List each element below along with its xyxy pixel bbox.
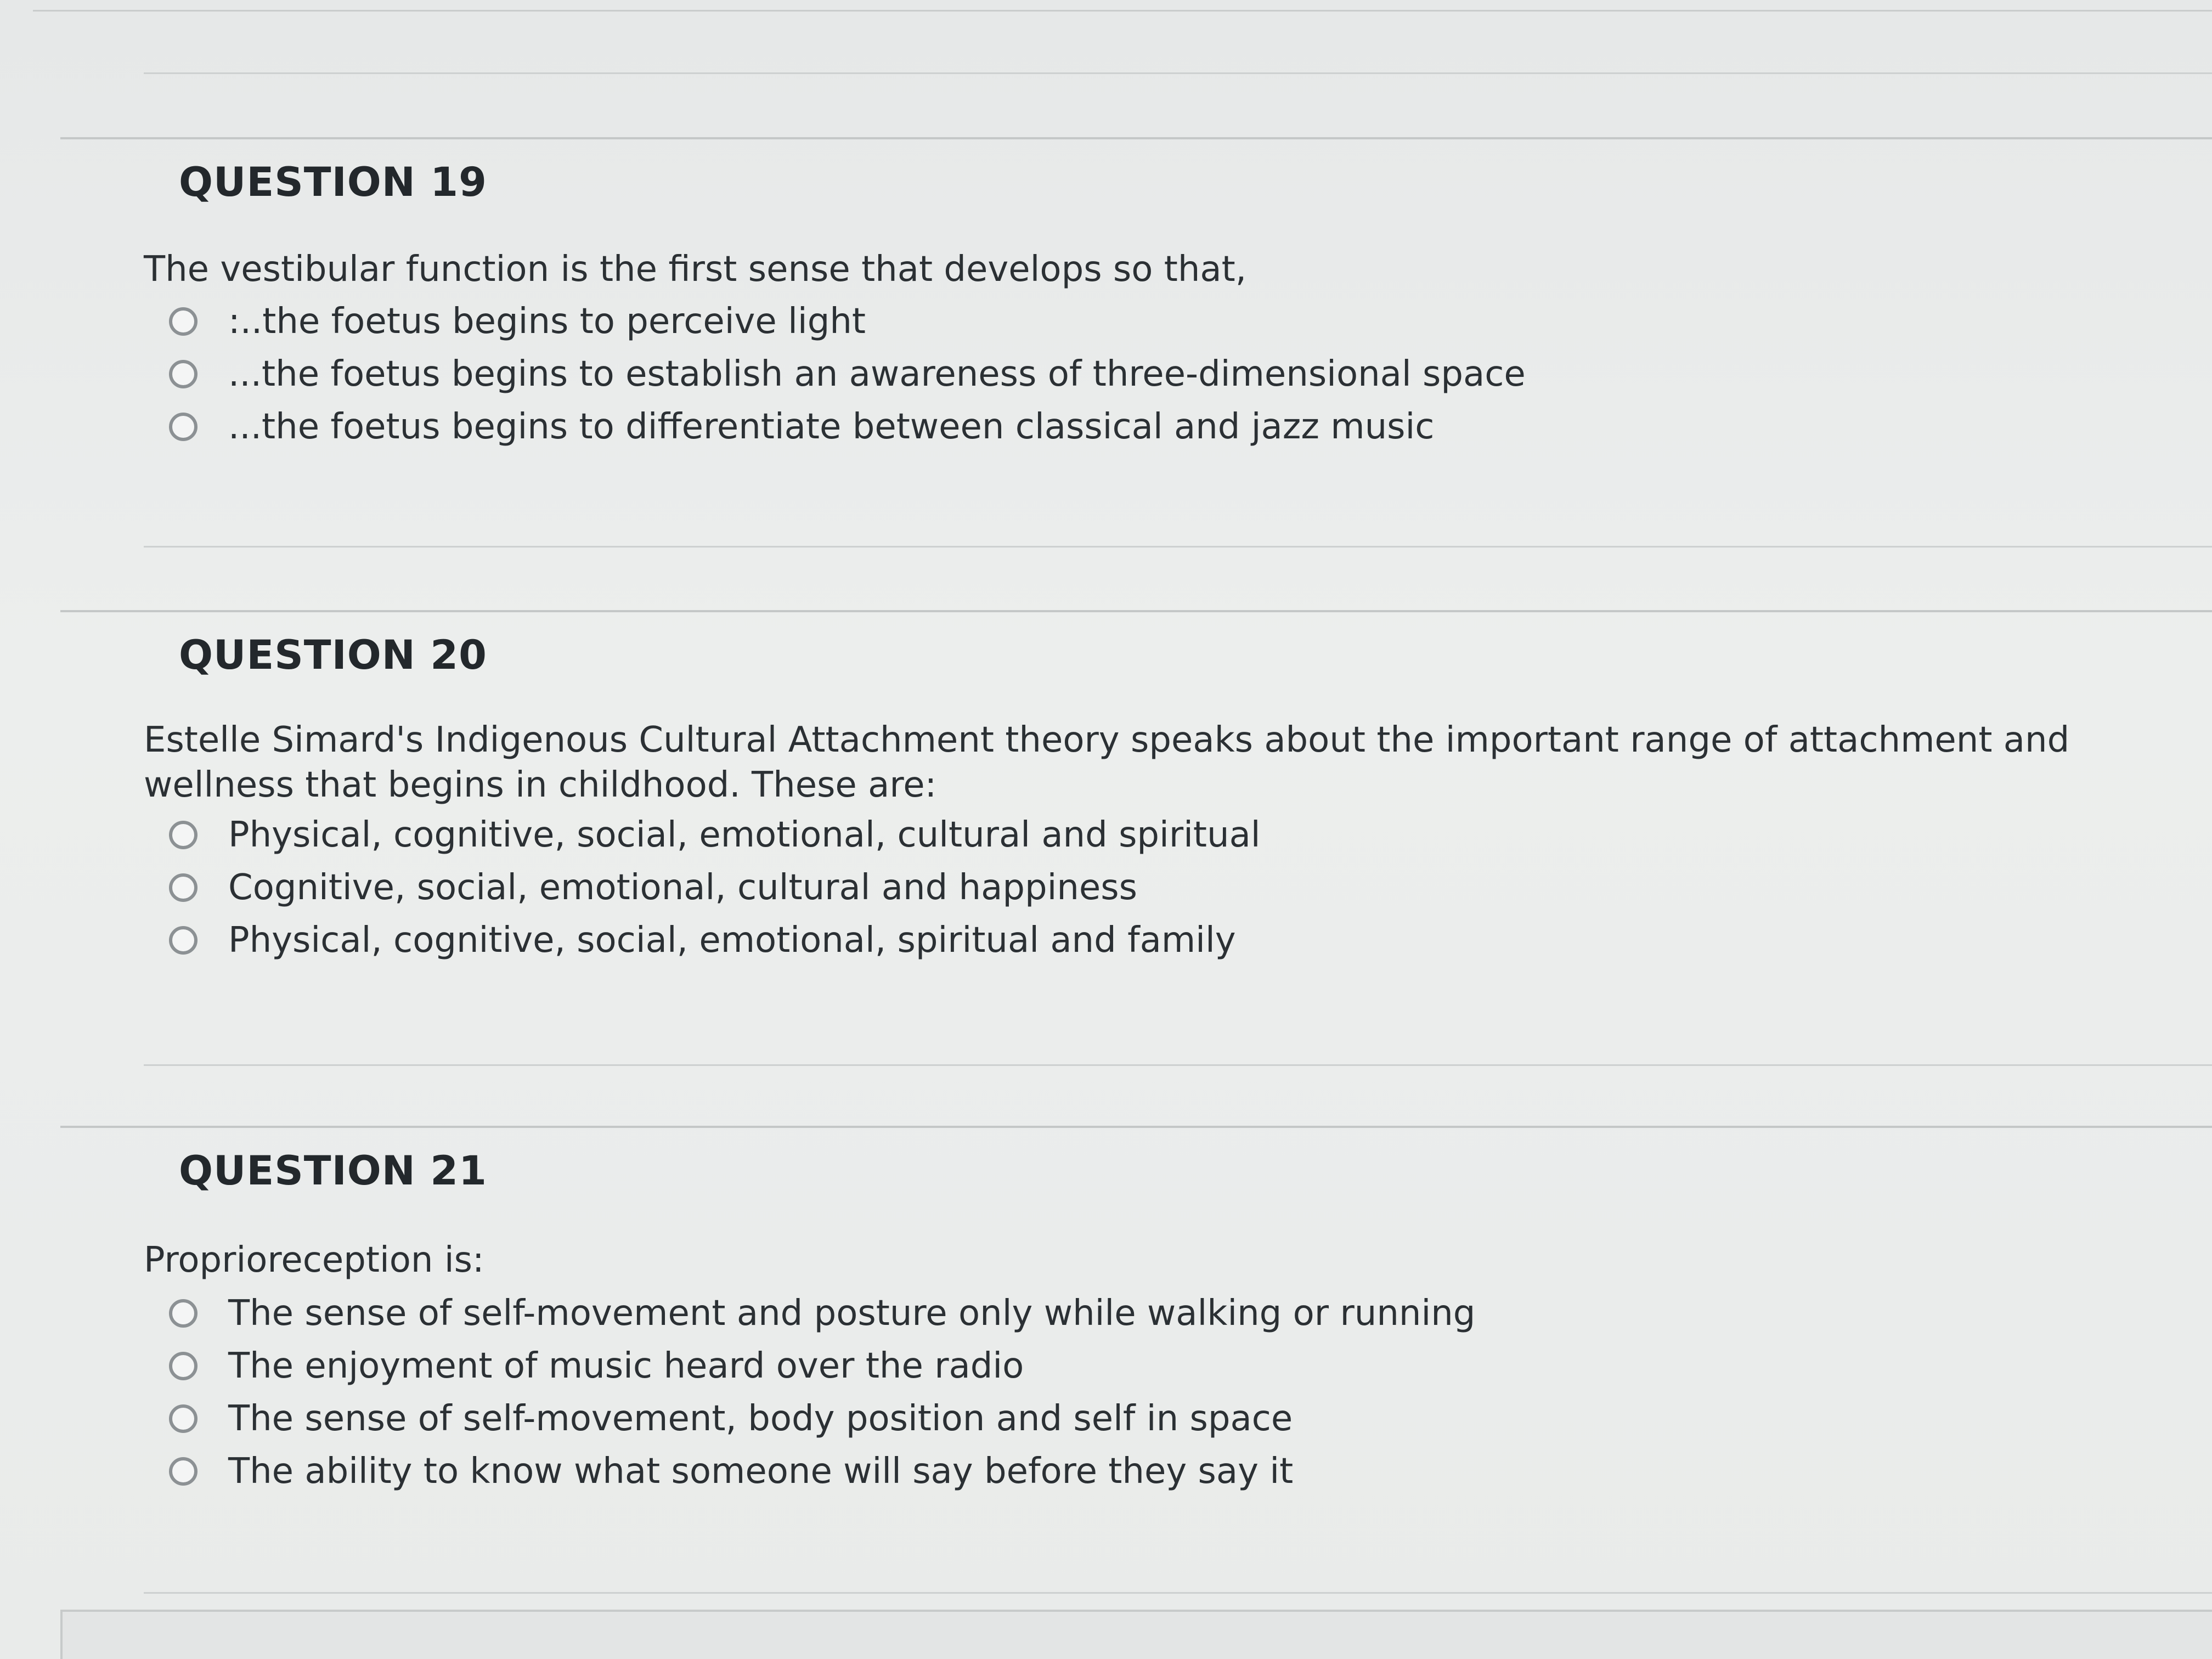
option-label[interactable]: The sense of self-movement and posture only while walking or running	[228, 1293, 1476, 1334]
radio-button-icon[interactable]	[169, 413, 198, 441]
radio-button-icon[interactable]	[169, 873, 198, 902]
radio-button-icon[interactable]	[169, 1299, 198, 1328]
divider	[144, 546, 2212, 548]
option-label[interactable]: Cognitive, social, emotional, cultural and happiness	[228, 867, 1137, 908]
divider	[144, 72, 2212, 74]
question-title: QUESTION 20	[179, 632, 487, 679]
option-label[interactable]: ...the foetus begins to establish an awareness of three-dimensional space	[228, 354, 1526, 394]
divider	[144, 1064, 2212, 1066]
radio-button-icon[interactable]	[169, 1404, 198, 1433]
question-19	[144, 137, 2174, 554]
radio-button-icon[interactable]	[169, 1457, 198, 1486]
question-20	[144, 610, 2174, 1060]
option-label[interactable]: The ability to know what someone will say before they say it	[228, 1451, 1294, 1492]
previous-question-border	[33, 0, 2212, 12]
question-21	[144, 1126, 2174, 1587]
question-title: QUESTION 19	[179, 159, 487, 206]
radio-button-icon[interactable]	[169, 1352, 198, 1380]
option-label[interactable]: Physical, cognitive, social, emotional, cultural and spiritual	[228, 815, 1261, 855]
radio-button-icon[interactable]	[169, 307, 198, 336]
option-label[interactable]: :..the foetus begins to perceive light	[228, 301, 866, 342]
radio-button-icon[interactable]	[169, 360, 198, 388]
option-label[interactable]: Physical, cognitive, social, emotional, spiritual and family	[228, 920, 1236, 961]
question-title: QUESTION 21	[179, 1148, 487, 1194]
option-label[interactable]: ...the foetus begins to differentiate between classical and jazz music	[228, 407, 1435, 447]
option-label[interactable]: The enjoyment of music heard over the radio	[228, 1346, 1024, 1386]
option-label[interactable]: The sense of self-movement, body position and self in space	[228, 1398, 1293, 1439]
divider	[144, 1592, 2212, 1594]
next-question-container	[60, 1610, 2212, 1659]
question-stem: Estelle Simard's Indigenous Cultural Attachment theory speaks about the important range of attachment and wellness that begins in childhood. These are:	[144, 720, 2070, 805]
question-stem: Proprioreception is:	[144, 1240, 484, 1280]
question-stem: The vestibular function is the first sense that develops so that,	[144, 249, 1247, 290]
radio-button-icon[interactable]	[169, 926, 198, 955]
radio-button-icon[interactable]	[169, 821, 198, 849]
